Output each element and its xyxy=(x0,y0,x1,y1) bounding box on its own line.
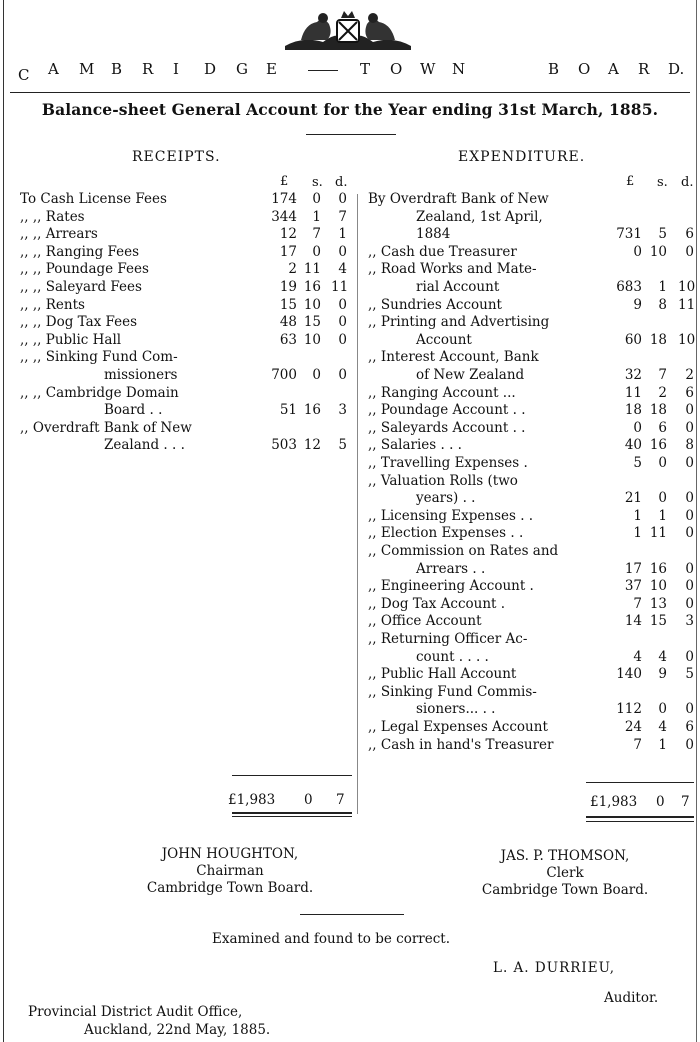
title-letter: N xyxy=(452,60,466,78)
expenditure-row-label: ,, Saleyards Account . . xyxy=(368,419,526,436)
expenditure-row-pounds: 1 xyxy=(633,507,642,524)
expenditure-row-label: ,, Road Works and Mate- xyxy=(368,261,537,278)
expenditure-total-pence: 7 xyxy=(681,794,690,810)
expenditure-row-shillings: 1 xyxy=(658,507,667,524)
expenditure-row-label: years) . . xyxy=(416,490,476,507)
receipts-row-pence: 0 xyxy=(338,243,347,260)
title-dash xyxy=(308,70,338,71)
title-letter: B xyxy=(548,60,560,78)
expenditure-row-label: of New Zealand xyxy=(416,367,525,383)
receipts-row-pounds: 2 xyxy=(288,261,297,278)
audit-office: Provincial District Audit Office, xyxy=(28,1004,243,1020)
receipts-row-label: To Cash License Fees xyxy=(20,191,167,207)
receipts-row-pounds: 51 xyxy=(279,402,297,419)
expenditure-row-label: ,, Ranging Account ... xyxy=(368,384,516,401)
expenditure-row-shillings: 0 xyxy=(658,701,667,718)
receipts-row-label: ,, Overdraft Bank of New xyxy=(20,419,192,436)
expenditure-row-pounds: 11 xyxy=(624,384,642,401)
expenditure-row-label: ,, Licensing Expenses . . xyxy=(368,507,534,524)
expenditure-row-pence: 6 xyxy=(685,384,694,401)
expenditure-row-pounds: 32 xyxy=(624,367,642,383)
title-letter: C xyxy=(18,66,30,84)
expenditure-row-pence: 6 xyxy=(685,719,694,735)
receipts-row-shillings: 1 xyxy=(312,208,321,225)
receipts-row-shillings: 11 xyxy=(303,261,321,278)
title-letter: T xyxy=(360,60,371,78)
expenditure-row-label: 1884 xyxy=(416,226,451,243)
expenditure-row-pence: 10 xyxy=(678,331,696,348)
receipts-row-shillings: 16 xyxy=(303,279,321,295)
expenditure-row-pounds: 140 xyxy=(616,666,642,683)
auditor-role: Auditor. xyxy=(604,990,659,1006)
title-letter: R xyxy=(638,60,650,78)
expenditure-row-label: ,, Poundage Account . . xyxy=(368,402,526,419)
expenditure-row-label: ,, Printing and Advertising xyxy=(368,314,550,331)
receipts-row-label: ,, ,, Poundage Fees xyxy=(20,261,149,278)
expenditure-row-shillings: 6 xyxy=(658,419,667,436)
receipts-row-pence: 1 xyxy=(338,226,347,243)
expenditure-row-pounds: 7 xyxy=(633,736,642,753)
receipts-row-label: ,, ,, Saleyard Fees xyxy=(20,279,142,295)
receipts-row-pence: 0 xyxy=(338,314,347,331)
receipts-row-shillings: 12 xyxy=(303,437,321,454)
expenditure-row-pounds: 4 xyxy=(633,648,642,665)
receipts-row-pence: 0 xyxy=(338,367,347,383)
expenditure-row-label: By Overdraft Bank of New xyxy=(368,191,549,207)
expenditure-row-pence: 3 xyxy=(685,613,694,630)
page-subtitle: Balance-sheet General Account for the Year ending 31st March, 1885. xyxy=(41,100,659,119)
receipts-total-pounds: £1,983 xyxy=(228,792,276,808)
signature-rule xyxy=(300,914,404,915)
clerk-signature xyxy=(440,848,690,899)
expenditure-row-label: ,, Travelling Expenses . xyxy=(368,455,528,471)
receipts-row-pounds: 63 xyxy=(279,331,297,348)
expenditure-row-shillings: 0 xyxy=(658,490,667,507)
expenditure-row-label: ,, Commission on Rates and xyxy=(368,543,559,559)
title-letter: W xyxy=(420,60,436,78)
receipts-total-pence: 7 xyxy=(336,792,345,808)
expenditure-row-pence: 0 xyxy=(685,419,694,436)
expenditure-row-shillings: 2 xyxy=(658,384,667,401)
title-letter: I xyxy=(173,60,179,78)
receipts-row-pounds: 19 xyxy=(279,279,297,295)
receipts-row-pounds: 48 xyxy=(279,314,297,331)
receipts-row-label: missioners xyxy=(104,367,178,383)
expenditure-row-pounds: 40 xyxy=(624,437,642,454)
title-letter: O xyxy=(578,60,591,78)
expenditure-row-pounds: 0 xyxy=(633,243,642,260)
chairman-role: Chairman xyxy=(196,863,264,879)
receipts-row-pounds: 174 xyxy=(271,191,297,207)
receipts-row-shillings: 7 xyxy=(312,226,321,243)
title-letter: R xyxy=(142,60,154,78)
expenditure-row-pounds: 18 xyxy=(624,402,642,419)
audit-place-date: Auckland, 22nd May, 1885. xyxy=(84,1022,271,1038)
expenditure-row-pounds: 14 xyxy=(624,613,642,630)
receipts-row-label: ,, ,, Rents xyxy=(20,296,85,313)
expenditure-total-rule-bottom-2 xyxy=(586,821,694,822)
expenditure-row-pence: 0 xyxy=(685,736,694,753)
receipts-row-label: Zealand . . . xyxy=(104,437,185,454)
expenditure-row-shillings: 18 xyxy=(649,402,667,419)
receipts-row-pence: 0 xyxy=(338,191,347,207)
title-letter: E xyxy=(266,60,277,78)
expenditure-row-shillings: 8 xyxy=(658,296,667,313)
expenditure-row-shillings: 1 xyxy=(658,736,667,753)
chairman-signature xyxy=(100,846,360,897)
expenditure-row-label: ,, Salaries . . . xyxy=(368,437,462,454)
title-letter: O xyxy=(390,60,403,78)
expenditure-row-pounds: 17 xyxy=(624,560,642,577)
board-title xyxy=(18,54,688,88)
expenditure-row-pence: 0 xyxy=(685,490,694,507)
expenditure-row-shillings: 15 xyxy=(649,613,667,630)
expenditure-row-pence: 0 xyxy=(685,648,694,665)
receipts-row-pence: 4 xyxy=(338,261,347,278)
receipts-total-rule-bottom xyxy=(232,812,352,814)
expenditure-row-label: ,, Office Account xyxy=(368,613,482,630)
title-letter: G xyxy=(236,60,248,78)
expenditure-row-label: ,, Interest Account, Bank xyxy=(368,349,539,366)
expenditure-row-label: ,, Valuation Rolls (two xyxy=(368,472,518,489)
expenditure-row-pounds: 21 xyxy=(624,490,642,507)
left-border-rule xyxy=(3,0,4,1042)
expenditure-row-label: Account xyxy=(416,331,472,348)
expenditure-row-label: Zealand, 1st April, xyxy=(416,208,543,225)
expenditure-row-pounds: 24 xyxy=(624,719,642,735)
receipts-row-pence: 7 xyxy=(338,208,347,225)
clerk-role: Clerk xyxy=(546,865,584,881)
expenditure-row-pence: 0 xyxy=(685,243,694,260)
expenditure-row-pence: 8 xyxy=(685,437,694,454)
expenditure-row-pence: 0 xyxy=(685,701,694,718)
expenditure-row-shillings: 0 xyxy=(658,455,667,471)
expenditure-row-pounds: 9 xyxy=(633,296,642,313)
receipts-row-label: Board . . xyxy=(104,402,163,419)
subtitle-rule xyxy=(306,134,396,135)
receipts-row-shillings: 16 xyxy=(303,402,321,419)
receipts-row-pence: 3 xyxy=(338,402,347,419)
receipts-row-pounds: 344 xyxy=(271,208,297,225)
expenditure-row-shillings: 13 xyxy=(649,595,667,612)
expenditure-row-shillings: 4 xyxy=(658,719,667,735)
expenditure-row-shillings: 11 xyxy=(649,525,667,542)
receipts-row-label: ,, ,, Ranging Fees xyxy=(20,243,140,260)
title-rule xyxy=(10,92,690,93)
expenditure-row-pence: 11 xyxy=(678,296,696,313)
title-letter: D. xyxy=(668,60,685,78)
expenditure-row-pounds: 683 xyxy=(616,279,642,295)
expenditure-row-pounds: 1 xyxy=(633,525,642,542)
receipts-row-label: ,, ,, Dog Tax Fees xyxy=(20,314,138,331)
title-letter: A xyxy=(48,60,59,78)
expenditure-row-label: ,, Sinking Fund Commis- xyxy=(368,683,537,700)
receipts-row-pounds: 503 xyxy=(271,437,297,454)
receipts-row-label: ,, ,, Cambridge Domain xyxy=(20,384,179,401)
receipts-total-rule-bottom-2 xyxy=(232,816,352,817)
receipts-row-label: ,, ,, Rates xyxy=(20,208,85,225)
expenditure-row-label: ,, Election Expenses . . xyxy=(368,525,524,542)
clerk-name: JAS. P. THOMSON, xyxy=(500,848,630,864)
title-letter: M xyxy=(79,60,95,78)
expenditure-row-shillings: 16 xyxy=(649,437,667,454)
expenditure-row-pence: 0 xyxy=(685,578,694,595)
expenditure-row-pounds: 0 xyxy=(633,419,642,436)
receipts-unit-shillings: s. xyxy=(312,175,323,190)
expenditure-row-shillings: 16 xyxy=(649,560,667,577)
expenditure-row-pence: 2 xyxy=(685,367,694,383)
expenditure-row-label: ,, Legal Expenses Account xyxy=(368,719,548,735)
expenditure-row-label: ,, Cash in hand's Treasurer xyxy=(368,736,554,753)
expenditure-total-rule-bottom xyxy=(586,816,694,818)
receipts-row-label: ,, ,, Arrears xyxy=(20,226,98,243)
expenditure-row-pence: 0 xyxy=(685,455,694,471)
receipts-row-pence: 11 xyxy=(331,279,349,295)
receipts-row-pounds: 15 xyxy=(279,296,297,313)
receipts-row-shillings: 10 xyxy=(303,296,321,313)
expenditure-row-label: count . . . . xyxy=(416,648,489,665)
expenditure-row-pounds: 60 xyxy=(624,331,642,348)
expenditure-row-pence: 0 xyxy=(685,595,694,612)
receipts-row-label: ,, ,, Public Hall xyxy=(20,331,122,348)
expenditure-row-label: ,, Cash due Treasurer xyxy=(368,243,517,260)
expenditure-row-pence: 5 xyxy=(685,666,694,683)
receipts-heading: RECEIPTS. xyxy=(132,149,221,165)
expenditure-row-pounds: 7 xyxy=(633,595,642,612)
expenditure-row-label: ,, Public Hall Account xyxy=(368,666,517,683)
expenditure-row-label: ,, Returning Officer Ac- xyxy=(368,631,528,647)
receipts-row-pence: 0 xyxy=(338,331,347,348)
receipts-total-shillings: 0 xyxy=(304,792,313,808)
expenditure-total-pounds: £1,983 xyxy=(590,794,638,810)
expenditure-unit-shillings: s. xyxy=(657,175,668,190)
receipts-row-pounds: 12 xyxy=(279,226,297,243)
receipts-row-pence: 0 xyxy=(338,296,347,313)
expenditure-unit-pence: d. xyxy=(681,175,694,190)
expenditure-row-shillings: 1 xyxy=(658,279,667,295)
chairman-name: JOHN HOUGHTON, xyxy=(161,846,299,862)
expenditure-row-pounds: 112 xyxy=(616,701,642,718)
receipts-row-shillings: 10 xyxy=(303,331,321,348)
right-border-rule xyxy=(696,0,697,1042)
expenditure-row-label: ,, Sundries Account xyxy=(368,296,502,313)
receipts-row-pounds: 17 xyxy=(279,243,297,260)
receipts-row-pounds: 700 xyxy=(271,367,297,383)
expenditure-row-label: ,, Dog Tax Account . xyxy=(368,595,506,612)
expenditure-row-pounds: 731 xyxy=(616,226,642,243)
expenditure-row-pence: 6 xyxy=(685,226,694,243)
expenditure-row-shillings: 18 xyxy=(649,331,667,348)
expenditure-row-label: rial Account xyxy=(416,279,500,295)
expenditure-row-label: sioners... . . xyxy=(416,701,496,718)
expenditure-total-shillings: 0 xyxy=(656,794,665,810)
receipts-total-rule-top xyxy=(232,775,352,776)
expenditure-row-label: Arrears . . xyxy=(416,560,486,577)
title-letter: D xyxy=(204,60,217,78)
expenditure-row-pence: 0 xyxy=(685,507,694,524)
expenditure-row-label: ,, Engineering Account . xyxy=(368,578,534,595)
title-letter: A xyxy=(608,60,619,78)
receipts-unit-pence: d. xyxy=(335,175,348,190)
receipts-row-label: ,, ,, Sinking Fund Com- xyxy=(20,349,178,366)
receipts-row-pence: 5 xyxy=(338,437,347,454)
receipts-row-shillings: 0 xyxy=(312,367,321,383)
expenditure-row-shillings: 9 xyxy=(658,666,667,683)
receipts-row-shillings: 0 xyxy=(312,243,321,260)
audit-statement: Examined and found to be correct. xyxy=(212,931,451,947)
clerk-org: Cambridge Town Board. xyxy=(481,882,649,898)
title-letter: B xyxy=(111,60,123,78)
expenditure-heading: EXPENDITURE. xyxy=(458,149,586,165)
chairman-org: Cambridge Town Board. xyxy=(146,880,314,896)
expenditure-row-pounds: 5 xyxy=(633,455,642,471)
auditor-name: L. A. DURRIEU, xyxy=(493,960,616,976)
expenditure-row-shillings: 7 xyxy=(658,367,667,383)
expenditure-row-pence: 0 xyxy=(685,525,694,542)
expenditure-unit-pounds: £ xyxy=(626,174,635,189)
receipts-row-shillings: 0 xyxy=(312,191,321,207)
expenditure-row-pence: 0 xyxy=(685,402,694,419)
expenditure-row-pence: 0 xyxy=(685,560,694,577)
column-divider xyxy=(357,194,358,814)
receipts-row-shillings: 15 xyxy=(303,314,321,331)
royal-crest-icon xyxy=(283,6,413,50)
expenditure-row-pence: 10 xyxy=(678,279,696,295)
receipts-unit-pounds: £ xyxy=(280,174,289,189)
expenditure-row-pounds: 37 xyxy=(624,578,642,595)
expenditure-row-shillings: 10 xyxy=(649,578,667,595)
expenditure-row-shillings: 5 xyxy=(658,226,667,243)
expenditure-row-shillings: 4 xyxy=(658,648,667,665)
expenditure-total-rule-top xyxy=(586,782,694,783)
expenditure-row-shillings: 10 xyxy=(649,243,667,260)
